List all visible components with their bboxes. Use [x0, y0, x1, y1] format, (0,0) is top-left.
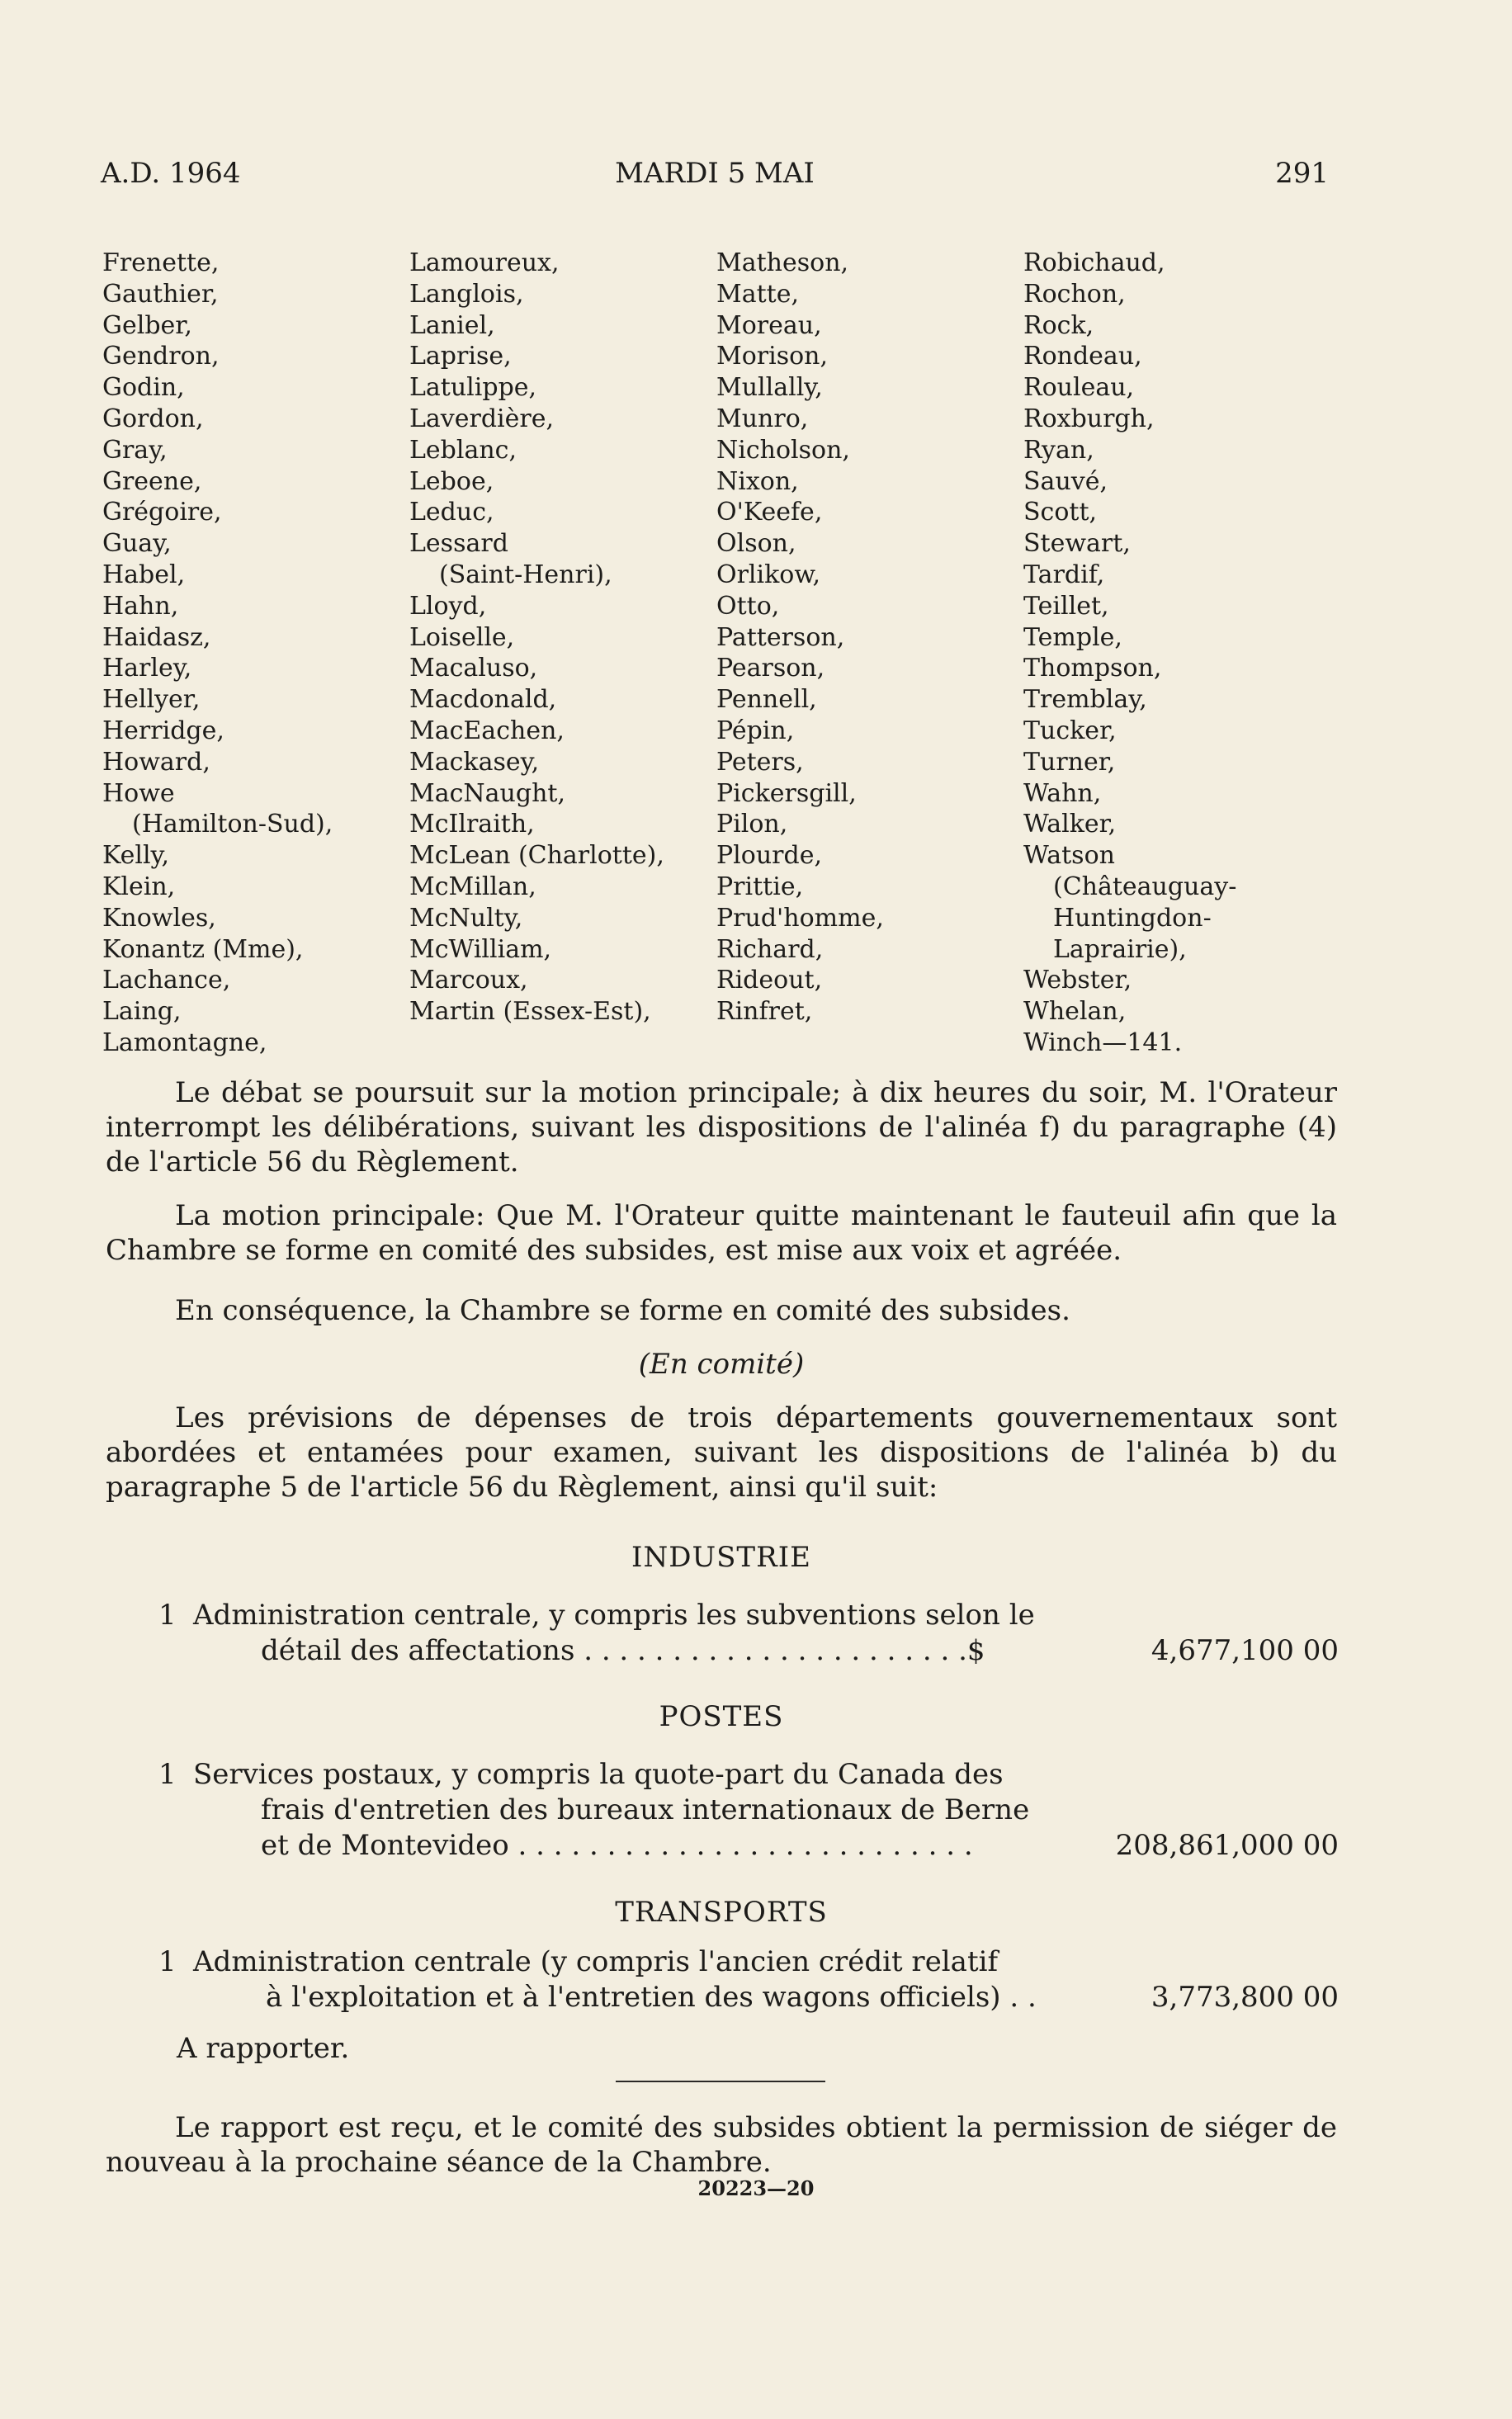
member-name: Teillet, — [1023, 591, 1109, 621]
member-name: Lamoureux, — [409, 248, 560, 277]
member-name: Grégoire, — [102, 498, 222, 527]
item-line: frais d'entretien des bureaux internationaux de Berne — [261, 1793, 1030, 1826]
member-name: Laprairie), — [1053, 934, 1187, 964]
member-name: Gordon, — [102, 404, 204, 433]
member-name: (Hamilton-Sud), — [132, 810, 333, 839]
member-name: Leduc, — [409, 498, 494, 527]
footnote-code: 20223—20 — [697, 2176, 815, 2200]
member-name: Thompson, — [1023, 654, 1162, 683]
member-name: Gray, — [102, 435, 168, 465]
member-name: Huntingdon- — [1053, 903, 1212, 933]
paragraph-report-text: Le rapport est reçu, et le comité des subsides obtient la permission de siéger de nouveau à la prochaine séance de la Chambre. — [106, 2111, 1337, 2179]
member-name: Howe — [102, 778, 175, 808]
member-name: Marcoux, — [409, 966, 528, 995]
name-column-1 — [102, 248, 333, 1059]
member-name: Macaluso, — [409, 654, 538, 683]
page-number: 291 — [1275, 157, 1329, 190]
member-name: Olson, — [716, 529, 796, 559]
member-name: Rock, — [1023, 310, 1094, 340]
item-amount: 4,677,100 00 — [1151, 1634, 1339, 1667]
member-name: Herridge, — [102, 716, 224, 745]
member-name: Prittie, — [716, 872, 804, 901]
member-name: Wahn, — [1023, 778, 1102, 808]
member-name: Lachance, — [102, 966, 231, 995]
member-name: Laniel, — [409, 310, 495, 340]
member-name: Scott, — [1023, 498, 1098, 527]
name-column-4 — [1023, 248, 1236, 1059]
member-name: Hahn, — [102, 591, 179, 621]
member-name: Harley, — [102, 654, 192, 683]
paragraph-estimates — [106, 1401, 1337, 1505]
member-name: Rochon, — [1023, 279, 1126, 309]
member-name: Tardif, — [1023, 560, 1105, 589]
member-name: Rondeau, — [1023, 342, 1142, 371]
member-name: O'Keefe, — [716, 498, 823, 527]
member-name: Godin, — [102, 373, 185, 403]
name-column-2 — [409, 248, 664, 1028]
item-transports — [158, 1944, 1339, 2018]
member-name: Walker, — [1023, 810, 1117, 839]
member-name: Lloyd, — [409, 591, 487, 621]
member-name: Whelan, — [1023, 997, 1127, 1027]
member-name: Kelly, — [102, 841, 170, 871]
paragraph-motion-text: La motion principale: Que M. l'Orateur quitte maintenant le fauteuil afin que la Chambre se forme en comité des subsides, est mise aux voix et agréée. — [106, 1199, 1337, 1267]
item-line: détail des affectations . . . . . . . . . . . . . . . . . . . . . .$ — [261, 1634, 985, 1667]
item-industrie — [158, 1597, 1339, 1671]
member-name: Rouleau, — [1023, 373, 1135, 403]
member-name: Orlikow, — [716, 560, 821, 589]
paragraph-motion — [106, 1198, 1337, 1268]
member-name: Greene, — [102, 466, 202, 496]
member-name: McWilliam, — [409, 934, 552, 964]
paragraph-consequence-text: En conséquence, la Chambre se forme en comité des subsides. — [175, 1294, 1070, 1327]
item-postes — [158, 1756, 1339, 1865]
item-number: 1 — [158, 1599, 177, 1632]
member-name: Lessard — [409, 529, 508, 559]
member-name: Frenette, — [102, 248, 220, 277]
member-name: Sauvé, — [1023, 466, 1108, 496]
member-name: Macdonald, — [409, 685, 557, 715]
member-name: Martin (Essex-Est), — [409, 997, 651, 1027]
member-name: Moreau, — [716, 310, 822, 340]
heading-postes: POSTES — [659, 1700, 784, 1733]
member-name: Tucker, — [1023, 716, 1117, 745]
member-name: Pickersgill, — [716, 778, 857, 808]
paragraph-estimates-text: Les prévisions de dépenses de trois départements gouvernementaux sont abordées et entamées pour examen, suivant les dispositions de l'alinéa b) du paragraphe 5 de l'article 56 du Règlement, ainsi qu'il suit: — [106, 1401, 1337, 1504]
member-name: Plourde, — [716, 841, 822, 871]
member-name: Laing, — [102, 997, 182, 1027]
member-name: Temple, — [1023, 622, 1122, 652]
member-name: Nicholson, — [716, 435, 850, 465]
member-name: Howard, — [102, 747, 210, 777]
member-name: Leblanc, — [409, 435, 517, 465]
member-name: Nixon, — [716, 466, 799, 496]
member-name: Peters, — [716, 747, 804, 777]
item-number: 1 — [158, 1758, 177, 1791]
heading-transports: TRANSPORTS — [615, 1896, 828, 1929]
member-name: Latulippe, — [409, 373, 537, 403]
a-rapporter: A rapporter. — [177, 2032, 350, 2065]
member-name: Haidasz, — [102, 622, 211, 652]
member-name: McLean (Charlotte), — [409, 841, 664, 871]
member-name: Roxburgh, — [1023, 404, 1155, 433]
member-name: Matte, — [716, 279, 800, 309]
member-name: (Châteauguay- — [1053, 872, 1237, 901]
member-name: Watson — [1023, 841, 1115, 871]
item-line: et de Montevideo . . . . . . . . . . . . . . . . . . . . . . . . . . — [261, 1829, 973, 1862]
member-name: McNulty, — [409, 903, 523, 933]
member-name: Prud'homme, — [716, 903, 884, 933]
member-name: Laprise, — [409, 342, 512, 371]
item-number: 1 — [158, 1945, 177, 1978]
member-name: Tremblay, — [1023, 685, 1147, 715]
member-name: McIlraith, — [409, 810, 535, 839]
section-divider — [616, 2081, 825, 2082]
item-line: Administration centrale, y compris les subventions selon le — [193, 1599, 1035, 1632]
member-name: Turner, — [1023, 747, 1116, 777]
item-amount: 3,773,800 00 — [1151, 1981, 1339, 2014]
member-name: Pearson, — [716, 654, 825, 683]
member-name: Lamontagne, — [102, 1028, 267, 1057]
member-name: Robichaud, — [1023, 248, 1165, 277]
member-name: Gendron, — [102, 342, 220, 371]
member-name: MacNaught, — [409, 778, 565, 808]
header-date: MARDI 5 MAI — [615, 157, 815, 190]
member-name: Laverdière, — [409, 404, 555, 433]
member-name: Mackasey, — [409, 747, 540, 777]
page-header — [101, 157, 1329, 198]
paragraph-report — [106, 2110, 1337, 2180]
member-name: Richard, — [716, 934, 824, 964]
member-name: Patterson, — [716, 622, 845, 652]
member-name: Rinfret, — [716, 997, 813, 1027]
heading-industrie: INDUSTRIE — [631, 1541, 811, 1574]
member-name: Otto, — [716, 591, 780, 621]
member-name: Habel, — [102, 560, 186, 589]
member-name: Loiselle, — [409, 622, 515, 652]
en-comite-label: (En comité) — [638, 1348, 805, 1381]
paragraph-consequence — [106, 1293, 1337, 1328]
member-name: Rideout, — [716, 966, 823, 995]
member-name: Webster, — [1023, 966, 1132, 995]
member-name: Leboe, — [409, 466, 494, 496]
item-line: Services postaux, y compris la quote-part du Canada des — [193, 1758, 1004, 1791]
member-name: Knowles, — [102, 903, 216, 933]
member-name: Gelber, — [102, 310, 192, 340]
item-line: Administration centrale (y compris l'ancien crédit relatif — [193, 1945, 999, 1978]
paragraph-debate-text: Le débat se poursuit sur la motion principale; à dix heures du soir, M. l'Orateur interrompt les délibérations, suivant les dispositions de l'alinéa f) du paragraphe (4) de l'article 56 du Règlement. — [106, 1076, 1337, 1179]
member-name: Hellyer, — [102, 685, 201, 715]
member-name: Mullally, — [716, 373, 823, 403]
member-name: Konantz (Mme), — [102, 934, 304, 964]
member-name: McMillan, — [409, 872, 536, 901]
member-name: Gauthier, — [102, 279, 219, 309]
member-name: Pilon, — [716, 810, 788, 839]
member-name: Ryan, — [1023, 435, 1094, 465]
item-line: à l'exploitation et à l'entretien des wagons officiels) . . — [266, 1981, 1037, 2014]
member-name: Morison, — [716, 342, 829, 371]
member-name: Pépin, — [716, 716, 795, 745]
member-name: MacEachen, — [409, 716, 565, 745]
header-year: A.D. 1964 — [101, 157, 241, 190]
paragraph-debate — [106, 1075, 1337, 1179]
member-name: (Saint-Henri), — [439, 560, 612, 589]
member-name: Winch—141. — [1023, 1028, 1183, 1057]
item-amount: 208,861,000 00 — [1115, 1829, 1339, 1862]
member-name: Munro, — [716, 404, 809, 433]
member-name: Guay, — [102, 529, 172, 559]
name-column-3 — [716, 248, 884, 1028]
member-name: Stewart, — [1023, 529, 1131, 559]
member-name: Klein, — [102, 872, 176, 901]
member-name: Matheson, — [716, 248, 849, 277]
member-name: Langlois, — [409, 279, 524, 309]
member-name: Pennell, — [716, 685, 817, 715]
